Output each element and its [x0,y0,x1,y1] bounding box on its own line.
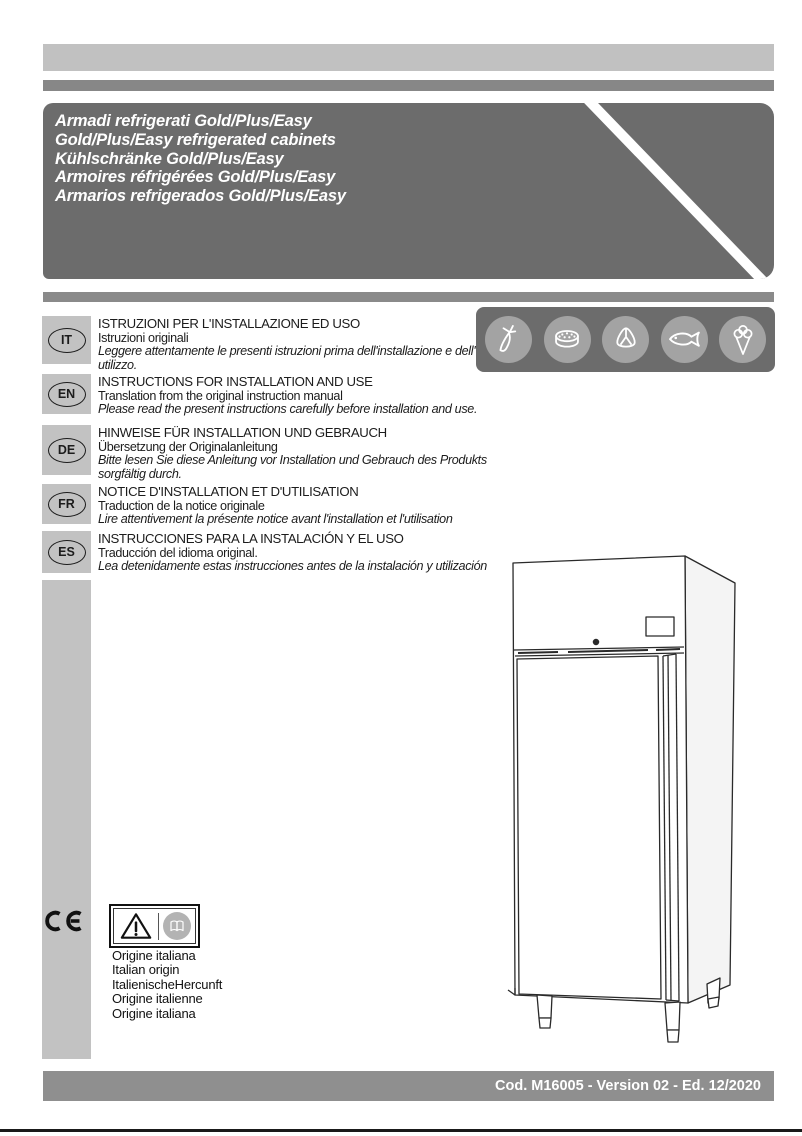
section-subtitle-fr: Traduction de la notice originale [98,498,265,513]
language-badge-it: IT [48,328,86,353]
origin-text-block [112,949,222,1021]
language-row-es [42,531,500,574]
origin-line-de: ItalienischeHercunft [112,976,223,992]
title-fr: Armoires réfrigérées Gold/Plus/Easy [55,168,336,187]
safety-pictogram-box [109,904,200,948]
section-divider-bar [43,292,774,302]
title-de: Kühlschränke Gold/Plus/Easy [55,149,284,168]
section-subtitle-de: Übersetzung der Originalanleitung [98,439,278,454]
top-light-bar [43,44,774,71]
section-note-de: Bitte lesen Sie diese Anleitung vor Installation und Gebrauch des Produkts sorgfältig durch. [98,453,487,482]
language-row-de [42,425,500,482]
language-block [42,531,91,573]
fish-icon [661,316,708,363]
ce-mark-icon [43,904,85,943]
read-manual-icon [163,912,191,940]
language-block [42,316,91,364]
language-block [42,425,91,475]
title-it: Armadi refrigerati Gold/Plus/Easy [55,112,312,130]
title-en: Gold/Plus/Easy refrigerated cabinets [55,130,336,149]
pictogram-divider [158,913,159,940]
page-bottom-rule [0,1129,802,1132]
language-badge-fr: FR [48,492,86,517]
language-badge-es: ES [48,540,86,565]
origin-line-fr: Origine italienne [112,991,203,1007]
language-row-en [42,374,500,417]
footer-code-bar [43,1071,774,1101]
origin-line-en: Italian origin [112,962,180,978]
section-title-fr: NOTICE D'INSTALLATION ET D'UTILISATION [98,484,359,499]
language-badge-de: DE [48,438,86,463]
refrigerator-illustration [498,550,748,1055]
ice-cream-icon [719,316,766,363]
section-note-fr: Lire attentivement la présente notice avant l'installation et l'utilisation [98,512,453,527]
language-row-it [42,316,500,373]
section-subtitle-es: Traducción del idioma original. [98,545,258,560]
section-subtitle-en: Translation from the original instruction manual [98,388,343,403]
product-titles [55,112,346,206]
section-title-it: ISTRUZIONI PER L'INSTALLAZIONE ED USO [98,316,360,331]
meat-icon [602,316,649,363]
section-title-es: INSTRUCCIONES PARA LA INSTALACIÓN Y EL USO [98,531,404,546]
title-es: Armarios refrigerados Gold/Plus/Easy [55,187,346,206]
language-row-fr [42,484,500,527]
diagonal-stripe [567,103,774,279]
section-subtitle-it: Istruzioni originali [98,330,189,345]
origin-line-it: Origine italiana [112,948,196,963]
language-badge-en: EN [48,382,86,407]
cake-icon [544,316,591,363]
warning-triangle-icon [118,911,154,941]
section-note-it: Leggere attentamente le presenti istruzioni prima dell'installazione e dell' utilizzo. [98,344,476,373]
section-note-es: Lea detenidamente estas instrucciones antes de la instalación y utilización [98,559,487,574]
section-title-de: HINWEISE FÜR INSTALLATION UND GEBRAUCH [98,425,387,440]
language-block [42,374,91,414]
top-dark-bar [43,80,774,91]
food-icons-strip [476,307,775,372]
section-title-en: INSTRUCTIONS FOR INSTALLATION AND USE [98,374,373,389]
title-header-box [43,103,774,279]
language-block [42,484,91,524]
section-note-en: Please read the present instructions carefully before installation and use. [98,402,478,417]
origin-line-es: Origine italiana [112,1005,196,1021]
left-margin-strip [42,580,91,1059]
document-code: Cod. M16005 - Version 02 - Ed. 12/2020 [495,1078,761,1094]
